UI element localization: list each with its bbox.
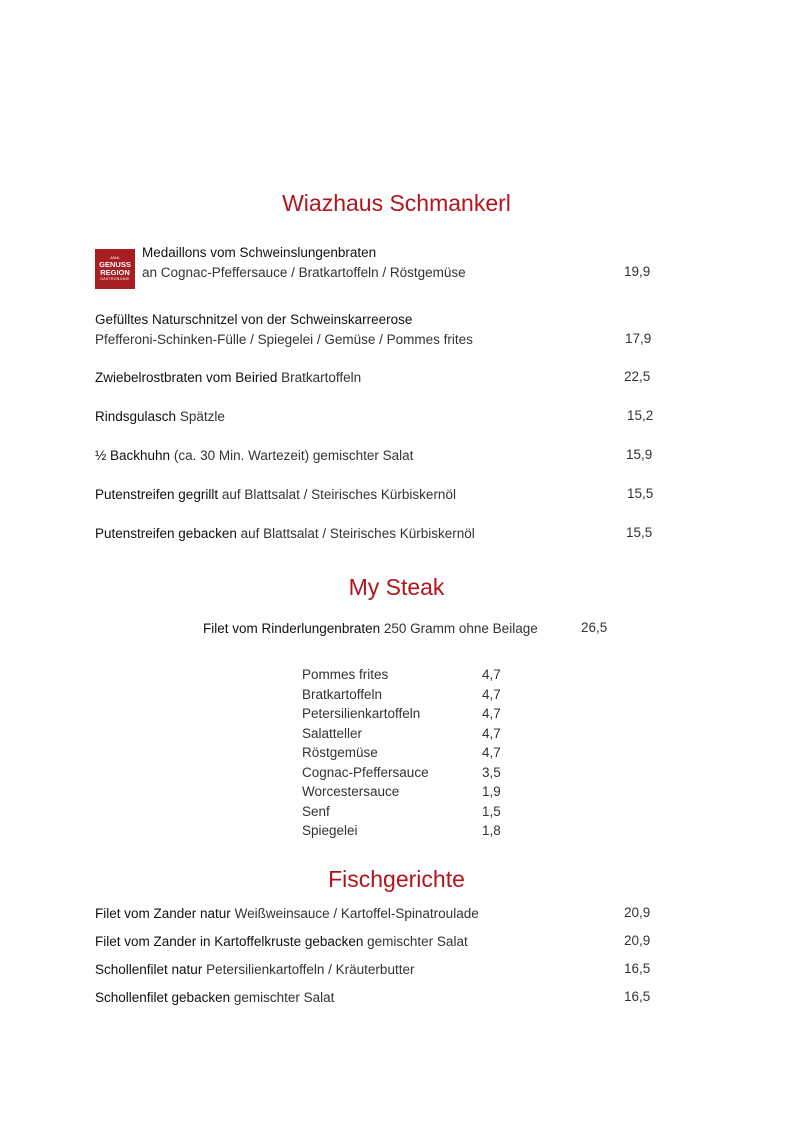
side-dish-price: 1,9 (482, 784, 501, 799)
side-dish-price: 1,5 (482, 803, 501, 819)
side-dish-price: 1,8 (482, 823, 501, 838)
menu-item-backhuhn (95, 447, 413, 465)
side-dish-price: 4,7 (482, 745, 501, 760)
item-name: Schollenfilet gebacken (95, 990, 231, 1005)
item-description: Weißweinsauce / Kartoffel-Spinatroulade (234, 906, 479, 921)
menu-item-zander-kartoffelkruste (95, 933, 468, 951)
item-price: 20,9 (624, 933, 651, 948)
section-title-steak: My Steak (348, 574, 445, 600)
side-dish-price: 4,7 (482, 667, 501, 682)
side-dish-name: Cognac-Pfeffersauce (302, 764, 429, 780)
item-price: 15,5 (626, 525, 653, 540)
item-description: gemischter Salat (233, 990, 335, 1005)
menu-item-naturschnitzel (95, 311, 473, 349)
item-name: Zwiebelrostbraten vom Beiried (95, 370, 278, 385)
item-description: Petersilienkartoffeln / Kräuterbutter (206, 962, 415, 977)
item-description: gemischter Salat (367, 934, 468, 949)
logo-text-region: REGION (100, 267, 130, 277)
side-dish-row (302, 743, 512, 763)
menu-item-medaillons (142, 244, 466, 282)
item-price: 16,5 (624, 989, 651, 1004)
item-name: Filet vom Rinderlungenbraten (203, 621, 381, 636)
item-name: ½ Backhuhn (95, 448, 171, 463)
menu-item-filet-rinderlungenbraten (203, 620, 538, 638)
side-dish-list (302, 665, 512, 841)
item-name: Gefülltes Naturschnitzel von der Schweinskarreerose (95, 312, 413, 327)
item-description: auf Blattsalat / Steirisches Kürbiskernöl (221, 487, 456, 502)
side-dish-name: Bratkartoffeln (302, 686, 383, 702)
side-dish-name: Spiegelei (302, 823, 358, 838)
side-dish-price: 4,7 (482, 686, 501, 702)
item-description: Pfefferoni-Schinken-Fülle / Spiegelei / Gemüse / Pommes frites (95, 332, 473, 347)
genuss-region-logo (95, 249, 135, 289)
menu-item-putenstreifen-gegrillt (95, 486, 456, 504)
side-dish-row (302, 763, 512, 783)
side-dish-price: 4,7 (482, 706, 501, 721)
section-title-schmankerl: Wiazhaus Schmankerl (282, 190, 511, 216)
menu-item-rindsgulasch (95, 408, 225, 426)
logo-text-ama: AMA (110, 255, 120, 261)
item-description: (ca. 30 Min. Wartezeit) gemischter Salat (173, 448, 414, 463)
menu-item-schollenfilet-gebacken (95, 989, 334, 1007)
side-dish-row (302, 724, 512, 744)
side-dish-row (302, 782, 512, 802)
side-dish-row (302, 802, 512, 822)
item-name: Putenstreifen gegrillt (95, 487, 219, 502)
item-price: 19,9 (624, 264, 651, 279)
side-dish-row (302, 821, 512, 841)
item-description: auf Blattsalat / Steirisches Kürbiskernöl (240, 526, 475, 541)
item-name: Filet vom Zander in Kartoffelkruste gebacken (95, 934, 364, 949)
item-name: Putenstreifen gebacken (95, 526, 237, 541)
item-description: an Cognac-Pfeffersauce / Bratkartoffeln / Röstgemüse (142, 265, 466, 280)
logo-text-gastronomie: GASTRONOMIE (100, 277, 130, 282)
side-dish-name: Pommes frites (302, 667, 389, 682)
menu-item-schollenfilet-natur (95, 961, 414, 979)
item-description: 250 Gramm ohne Beilage (383, 621, 538, 636)
side-dish-name: Senf (302, 803, 330, 819)
item-price: 17,9 (625, 331, 652, 346)
item-price: 16,5 (624, 961, 651, 976)
side-dish-row (302, 704, 512, 724)
item-description: Spätzle (179, 409, 225, 424)
side-dish-name: Petersilienkartoffeln (302, 706, 421, 721)
item-name: Rindsgulasch (95, 409, 177, 424)
item-price: 15,9 (626, 447, 653, 462)
section-title-fisch: Fischgerichte (328, 866, 465, 892)
item-price: 15,5 (627, 486, 654, 501)
item-price: 26,5 (581, 620, 608, 635)
item-description: Bratkartoffeln (281, 370, 362, 385)
item-name: Filet vom Zander natur (95, 906, 231, 921)
item-name: Schollenfilet natur (95, 962, 203, 977)
item-price: 15,2 (627, 408, 654, 423)
menu-item-zwiebelrostbraten (95, 369, 361, 387)
side-dish-price: 3,5 (482, 764, 501, 780)
side-dish-row (302, 665, 512, 685)
item-price: 22,5 (624, 369, 651, 384)
side-dish-name: Worcestersauce (302, 784, 400, 799)
side-dish-name: Röstgemüse (302, 745, 378, 760)
item-price: 20,9 (624, 905, 651, 920)
menu-item-putenstreifen-gebacken (95, 525, 475, 543)
item-name: Medaillons vom Schweinslungenbraten (142, 245, 377, 260)
side-dish-price: 4,7 (482, 725, 501, 741)
side-dish-name: Salatteller (302, 725, 363, 741)
logo-text-genuss: GENUSS (99, 260, 131, 270)
menu-item-zander-natur (95, 905, 479, 923)
side-dish-row (302, 685, 512, 705)
